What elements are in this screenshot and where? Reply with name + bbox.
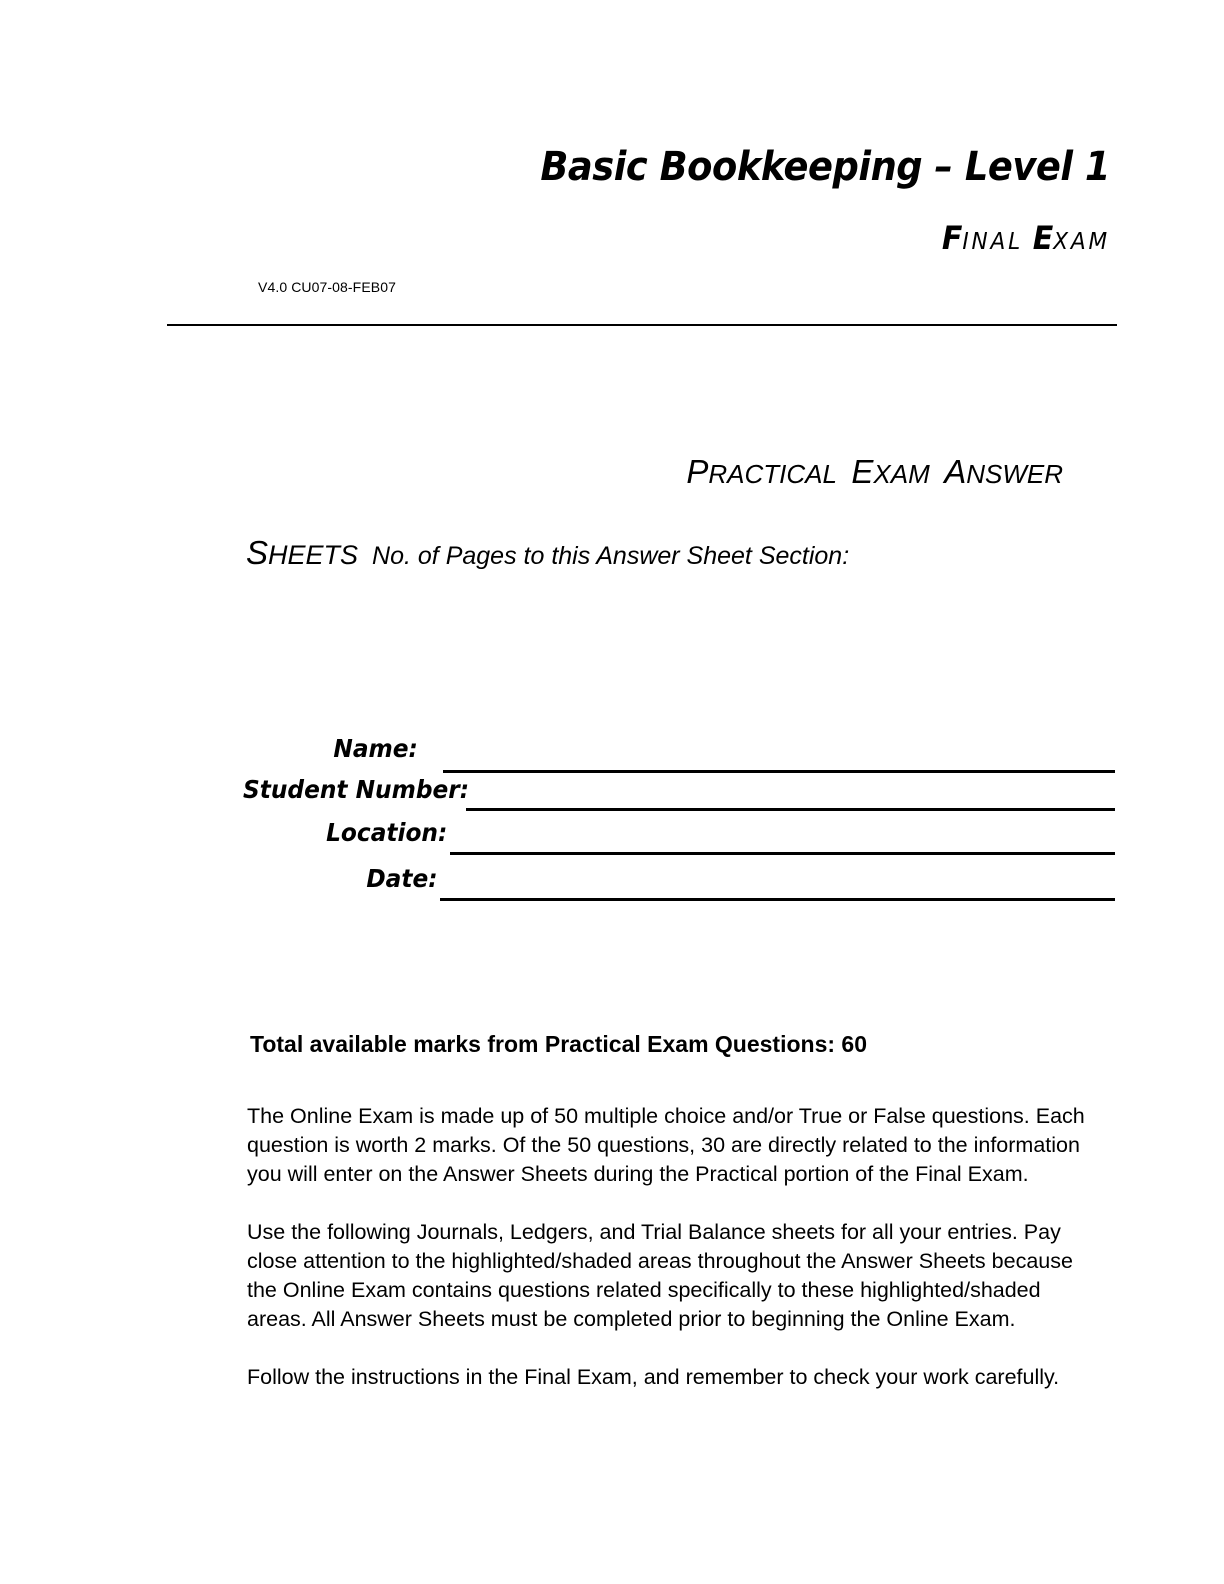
sheets-line [246, 536, 849, 569]
final-initial-cap: F [941, 219, 963, 257]
section-heading [180, 455, 1063, 489]
heading-space-2 [930, 459, 944, 489]
student-info-form [0, 728, 1224, 900]
student-number-input-line[interactable] [466, 808, 1115, 811]
form-row-name [0, 728, 1224, 771]
location-input-line[interactable] [450, 852, 1115, 855]
student-number-label: Student Number: [242, 775, 469, 804]
subtitle-space [1023, 229, 1033, 255]
heading-space-1 [837, 459, 851, 489]
final-smallcaps: INAL [962, 229, 1024, 255]
practical-initial-cap: P [686, 453, 709, 490]
sheets-initial-cap: S [246, 534, 269, 571]
form-row-date [0, 857, 1224, 900]
instruction-paragraph: The Online Exam is made up of 50 multiple choice and/or True or False questions. Each question is worth 2 marks. Of the 50 questions, 30 are directly related to the information you will enter on the Answer Sheets during the Practical portion of the Final Exam. [247, 1104, 1085, 1186]
document-subtitle [236, 219, 1110, 257]
sheets-smallcaps: HEETS [268, 540, 359, 570]
total-marks-heading: Total available marks from Practical Exam Questions: 60 [250, 1031, 868, 1057]
name-label: Name: [333, 734, 418, 763]
exam-heading-initial-cap: E [851, 453, 874, 490]
exam-heading-smallcaps: XAM [873, 459, 930, 489]
date-label: Date: [366, 864, 438, 893]
practical-smallcaps: RACTICAL [708, 459, 837, 489]
exam-initial-cap: E [1032, 219, 1054, 257]
instruction-paragraph: Follow the instructions in the Final Exam, and remember to check your work carefully. [247, 1365, 1060, 1389]
instruction-paragraph: Use the following Journals, Ledgers, and Trial Balance sheets for all your entries. Pay close attention to the highlighted/shaded areas throughout the Answer Sheets because the Online Exam contains questions related specifically to these highlighted/shaded areas. All Answer Sheets must be completed prior to beginning the Online Exam. [247, 1220, 1073, 1331]
instructions-block [247, 1102, 1095, 1392]
header-divider [167, 324, 1117, 326]
answer-smallcaps: NSWER [966, 459, 1063, 489]
location-label: Location: [325, 818, 447, 847]
form-row-location [0, 814, 1224, 857]
version-stamp: V4.0 CU07-08-FEB07 [258, 279, 396, 295]
form-row-student-number [0, 771, 1224, 814]
answer-initial-cap: A [944, 453, 967, 490]
pages-prompt: No. of Pages to this Answer Sheet Section: [372, 542, 850, 570]
date-input-line[interactable] [440, 898, 1115, 901]
exam-smallcaps: XAM [1053, 229, 1110, 255]
document-title: Basic Bookkeeping – Level 1 [540, 144, 1110, 190]
